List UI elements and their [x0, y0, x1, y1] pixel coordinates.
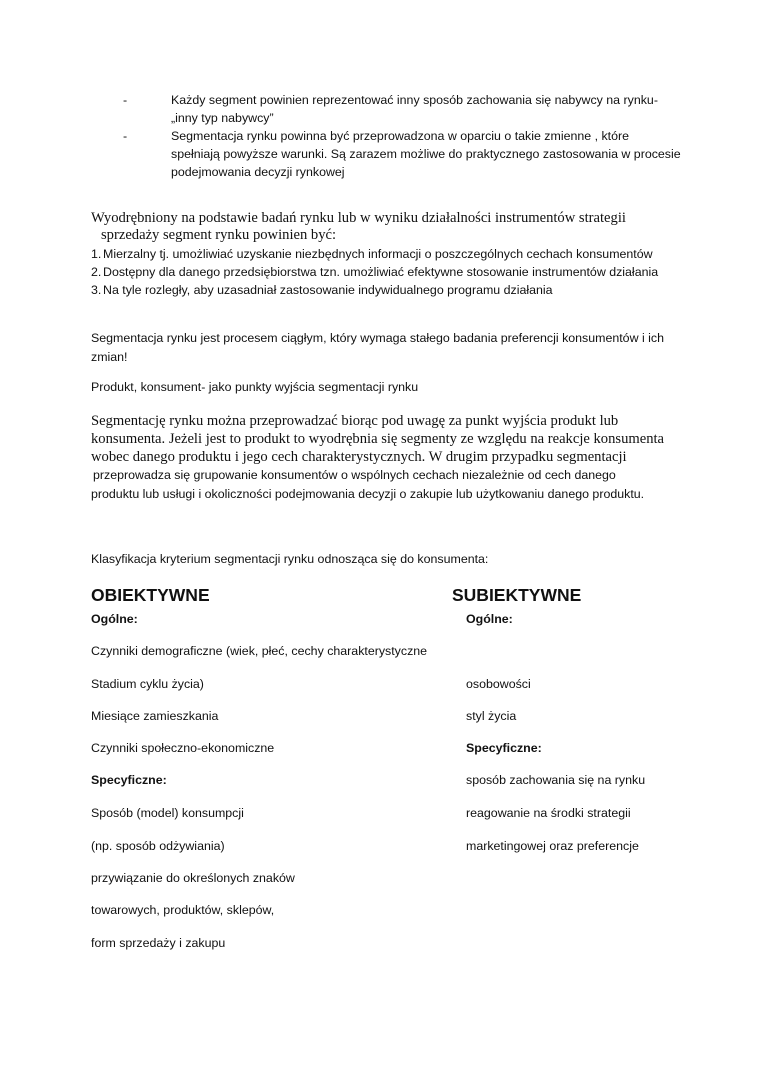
bullet-item: [171, 91, 711, 127]
numbered-item: [91, 263, 658, 281]
objective-item: Czynniki demograficzne (wiek, płeć, cechy charakterystyczne: [91, 644, 428, 658]
subjective-specific-item: sposób zachowania się na rynku: [466, 773, 646, 787]
bullet-dash: -: [123, 129, 128, 143]
objective-specific-item: (np. sposób odżywiania): [91, 839, 225, 853]
objective-item: Czynniki społeczno-ekonomiczne: [91, 741, 275, 755]
item-text: Mierzalny tj. umożliwiać uzyskanie niezbędnych informacji o poszczególnych cechach konsumentów: [103, 247, 653, 261]
item-text: Na tyle rozległy, aby uzasadniał zastosowanie indywidualnego programu działania: [103, 283, 553, 297]
subjective-specific-item: reagowanie na środki strategii: [466, 806, 631, 820]
item-number: 1.: [91, 247, 102, 261]
objective-general-label: Ogólne:: [91, 612, 138, 626]
bullet-line: „inny typ nabywcy”: [171, 111, 274, 125]
bullet-dash: -: [123, 93, 128, 107]
subjective-item: styl życia: [466, 709, 517, 723]
objective-heading: OBIEKTYWNE: [91, 585, 210, 605]
objective-specific-item: Sposób (model) konsumpcji: [91, 806, 244, 820]
serif-para-line-1: Segmentację rynku można przeprowadzać biorąc pod uwagę za punkt wyjścia produkt lub: [91, 413, 619, 429]
item-number: 3.: [91, 283, 102, 297]
numbered-item: [91, 281, 658, 299]
bullet-item: [171, 127, 711, 181]
item-number: 2.: [91, 265, 102, 279]
subjective-general-label: Ogólne:: [466, 612, 513, 626]
sans-para-line-2: produktu lub usługi i okoliczności podejmowania decyzji o zakupie lub użytkowaniu danego produktu.: [91, 487, 645, 501]
bullet-line: spełniają powyższe warunki. Są zarazem możliwe do praktycznego zastosowania w procesie: [171, 147, 681, 161]
subjective-item: osobowości: [466, 677, 531, 691]
intro-line-1: Wyodrębniony na podstawie badań rynku lub w wyniku działalności instrumentów strategii: [91, 210, 626, 226]
classification-title: Klasyfikacja kryterium segmentacji rynku odnosząca się do konsumenta:: [91, 552, 489, 566]
subjective-heading: SUBIEKTYWNE: [452, 585, 582, 605]
objective-item: Stadium cyklu życia): [91, 677, 204, 691]
objective-specific-item: przywiązanie do określonych znaków: [91, 871, 295, 885]
serif-para-line-3: wobec danego produktu i jego cech charakterystycznych. W drugim przypadku segmentacji: [91, 449, 627, 465]
serif-para-line-2: konsumenta. Jeżeli jest to produkt to wyodrębnia się segmenty ze względu na reakcje konsumenta: [91, 431, 665, 447]
objective-specific-item: form sprzedaży i zakupu: [91, 936, 226, 950]
bullet-line: Segmentacja rynku powinna być przeprowadzona w oparciu o takie zmienne , które: [171, 129, 630, 143]
objective-item: Miesiące zamieszkania: [91, 709, 219, 723]
subheading: Produkt, konsument- jako punkty wyjścia segmentacji rynku: [91, 380, 419, 394]
continuous-line-1: Segmentacja rynku jest procesem ciągłym, który wymaga stałego badania preferencji konsumentów i ich: [91, 331, 664, 345]
item-text: Dostępny dla danego przedsiębiorstwa tzn. umożliwiać efektywne stosowanie instrumentów działania: [103, 265, 659, 279]
objective-specific-item: towarowych, produktów, sklepów,: [91, 903, 275, 917]
numbered-item: [91, 245, 658, 263]
intro-line-2: sprzedaży segment rynku powinien być:: [101, 227, 337, 243]
bullet-line: Każdy segment powinien reprezentować inny sposób zachowania się nabywcy na rynku-: [171, 93, 658, 107]
bullet-line: podejmowania decyzji rynkowej: [171, 165, 345, 179]
continuous-line-2: zmian!: [91, 350, 128, 364]
sans-para-line-1: przeprowadza się grupowanie konsumentów o wspólnych cechach niezależnie od cech danego: [93, 468, 616, 482]
subjective-specific-label: Specyficzne:: [466, 741, 542, 755]
subjective-specific-item: marketingowej oraz preferencje: [466, 839, 639, 853]
numbered-list: [91, 245, 658, 299]
objective-specific-label: Specyficzne:: [91, 773, 167, 787]
